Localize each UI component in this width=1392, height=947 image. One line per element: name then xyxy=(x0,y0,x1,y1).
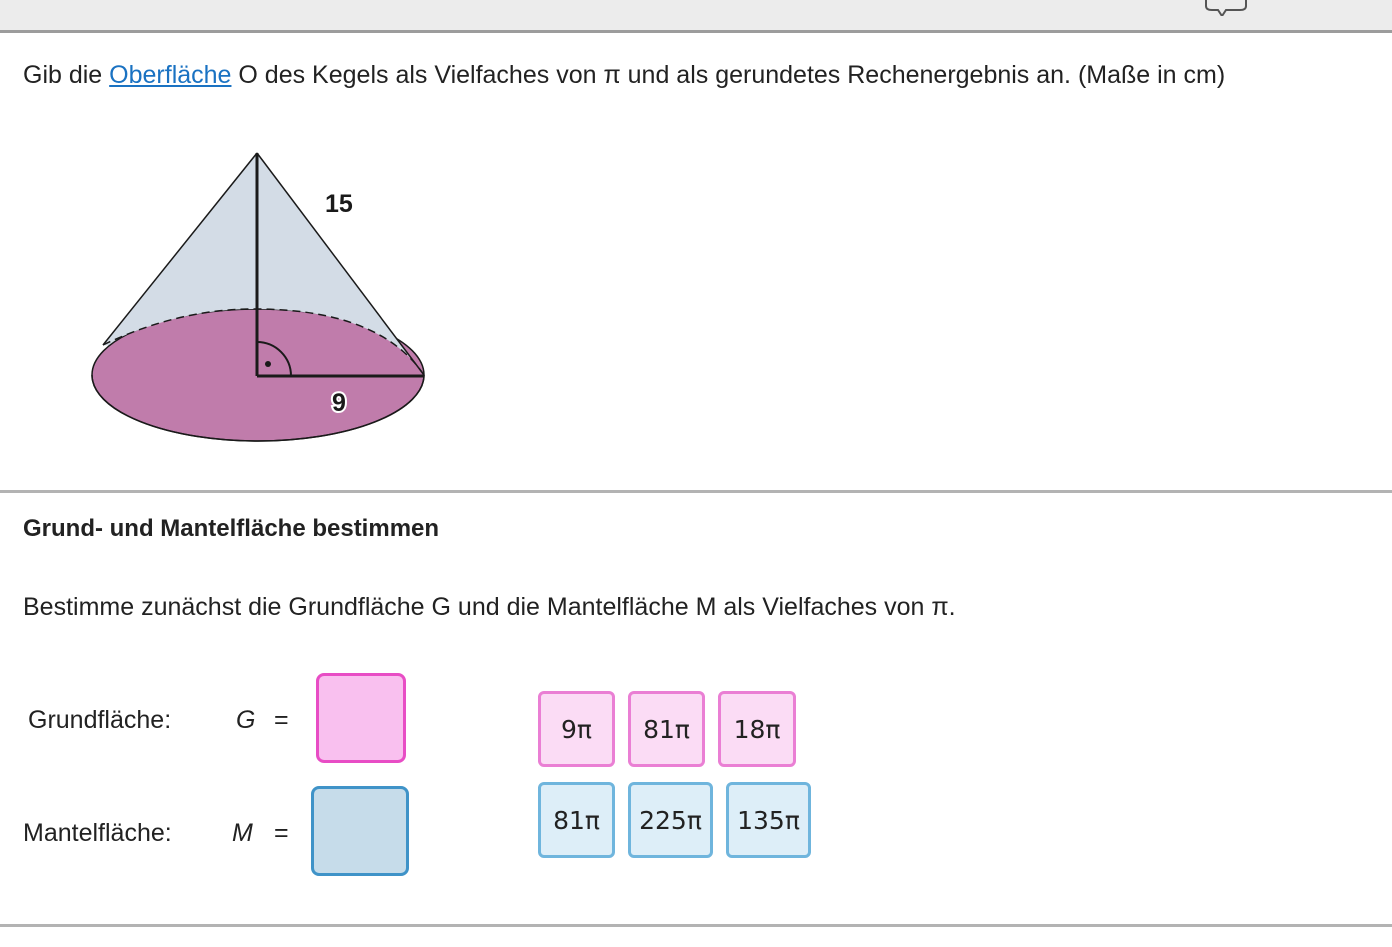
grundflaeche-equals: = xyxy=(274,706,289,734)
top-toolbar xyxy=(0,0,1392,33)
surface-area-link[interactable]: Oberfläche xyxy=(109,61,232,89)
section-divider xyxy=(0,490,1392,493)
tile-grund-1[interactable]: 81π xyxy=(628,691,705,767)
section-heading: Grund- und Mantelfläche bestimmen xyxy=(23,515,440,542)
comment-icon[interactable] xyxy=(1204,0,1248,16)
tile-mantel-2[interactable]: 135π xyxy=(726,782,811,858)
mantelflaeche-variable: M xyxy=(232,819,253,847)
grundflaeche-label: Grundfläche: xyxy=(28,706,172,734)
radius-label: 9 xyxy=(332,389,346,417)
bottom-divider xyxy=(0,924,1392,927)
tile-mantel-1[interactable]: 225π xyxy=(628,782,713,858)
cone-figure xyxy=(80,140,460,460)
mantelflaeche-label: Mantelfläche: xyxy=(23,819,172,847)
grundflaeche-drop-zone[interactable] xyxy=(316,673,406,763)
mantelflaeche-drop-zone[interactable] xyxy=(311,786,409,876)
slant-label: 15 xyxy=(325,190,353,218)
section-instruction: Bestimme zunächst die Grundfläche G und die Mantelfläche M als Vielfaches von π. xyxy=(23,593,956,621)
mantelflaeche-equals: = xyxy=(274,819,289,847)
task-text: Gib die Oberfläche O des Kegels als Vielfaches von π und als gerundetes Rechenergebnis an. (Maße in cm) xyxy=(23,61,1226,89)
tile-grund-2[interactable]: 18π xyxy=(718,691,796,767)
grundflaeche-variable: G xyxy=(236,706,256,734)
tile-mantel-0[interactable]: 81π xyxy=(538,782,615,858)
tile-grund-0[interactable]: 9π xyxy=(538,691,615,767)
